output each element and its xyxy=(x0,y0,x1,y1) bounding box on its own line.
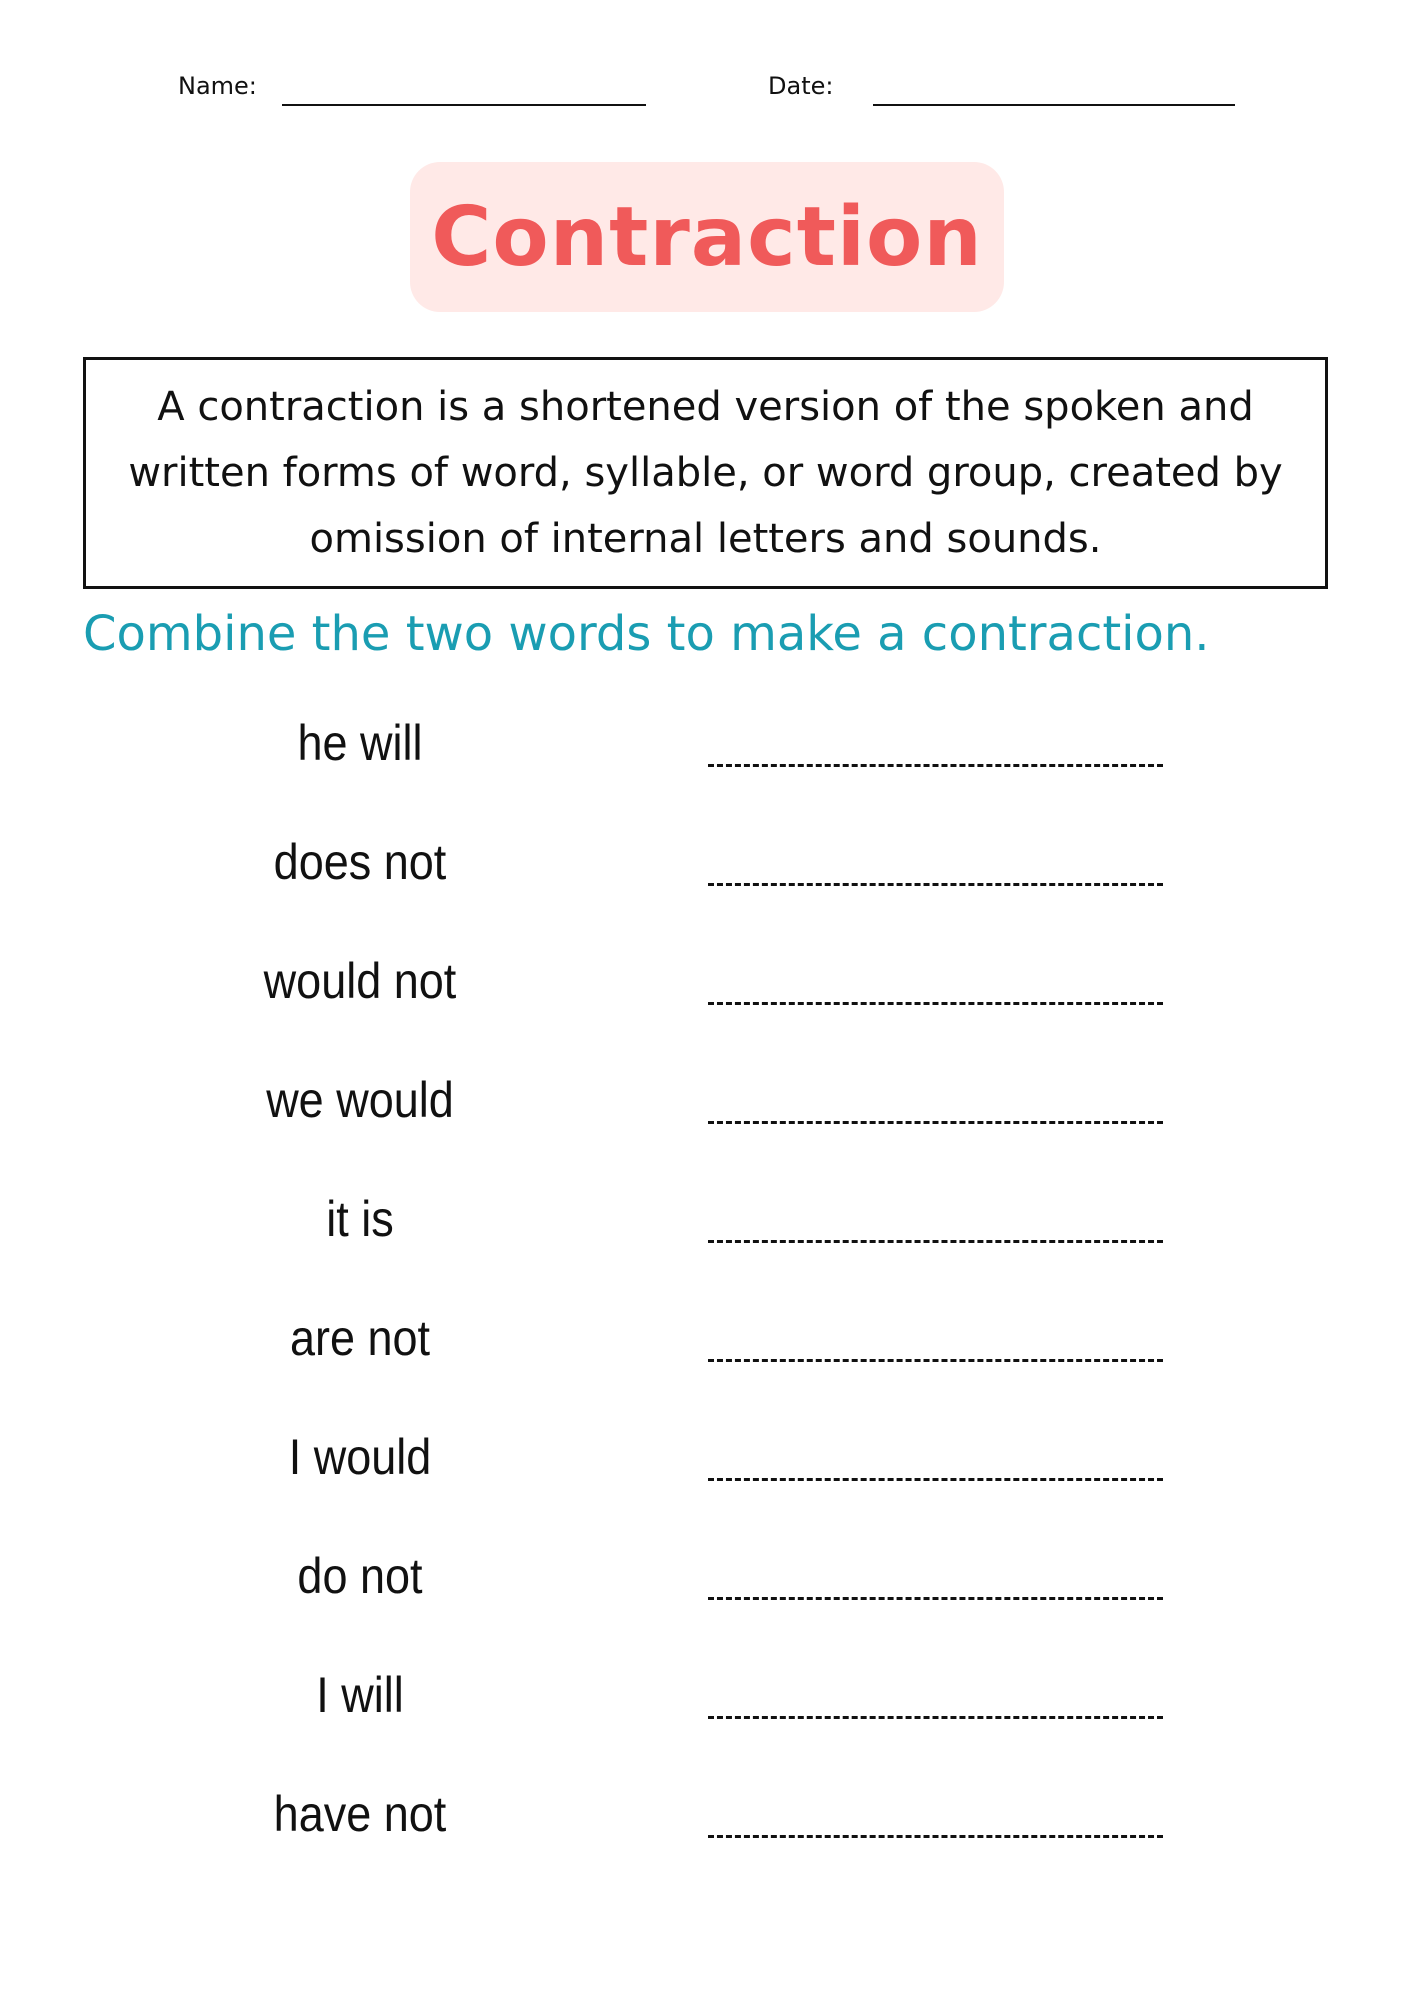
exercise-row xyxy=(0,819,1414,938)
exercise-row xyxy=(0,700,1414,819)
exercise-row xyxy=(0,1771,1414,1890)
exercise-words: does not xyxy=(273,834,447,890)
answer-line[interactable] xyxy=(708,1002,1163,1005)
title-banner xyxy=(410,162,1004,312)
exercise-row xyxy=(0,1176,1414,1295)
exercise-words: would not xyxy=(263,953,457,1009)
exercise-row xyxy=(0,1295,1414,1414)
instruction-text: Combine the two words to make a contraction. xyxy=(83,606,1210,662)
answer-line[interactable] xyxy=(708,1597,1163,1600)
answer-line[interactable] xyxy=(708,1121,1163,1124)
date-label: Date: xyxy=(768,72,834,100)
exercise-list xyxy=(0,700,1414,1890)
exercise-row xyxy=(0,938,1414,1057)
date-field[interactable] xyxy=(873,104,1235,106)
exercise-words: he will xyxy=(297,715,423,771)
exercise-row xyxy=(0,1414,1414,1533)
name-field[interactable] xyxy=(282,104,646,106)
exercise-words: I would xyxy=(288,1429,432,1485)
worksheet-header xyxy=(0,72,1414,112)
page-title: Contraction xyxy=(431,189,983,285)
exercise-words: we would xyxy=(266,1072,454,1128)
answer-line[interactable] xyxy=(708,764,1163,767)
answer-line[interactable] xyxy=(708,1716,1163,1719)
exercise-words: are not xyxy=(289,1310,431,1366)
definition-box xyxy=(83,357,1328,589)
exercise-words: have not xyxy=(273,1786,447,1842)
exercise-row xyxy=(0,1652,1414,1771)
exercise-row xyxy=(0,1533,1414,1652)
exercise-words: it is xyxy=(326,1191,394,1247)
name-label: Name: xyxy=(178,72,257,100)
exercise-words: do not xyxy=(297,1548,423,1604)
exercise-words: I will xyxy=(316,1667,404,1723)
answer-line[interactable] xyxy=(708,1835,1163,1838)
exercise-row xyxy=(0,1057,1414,1176)
answer-line[interactable] xyxy=(708,883,1163,886)
answer-line[interactable] xyxy=(708,1359,1163,1362)
definition-text: A contraction is a shortened version of the spoken and written forms of word, syllable, or word group, created by omission of internal letters and sounds. xyxy=(128,384,1283,562)
answer-line[interactable] xyxy=(708,1478,1163,1481)
answer-line[interactable] xyxy=(708,1240,1163,1243)
